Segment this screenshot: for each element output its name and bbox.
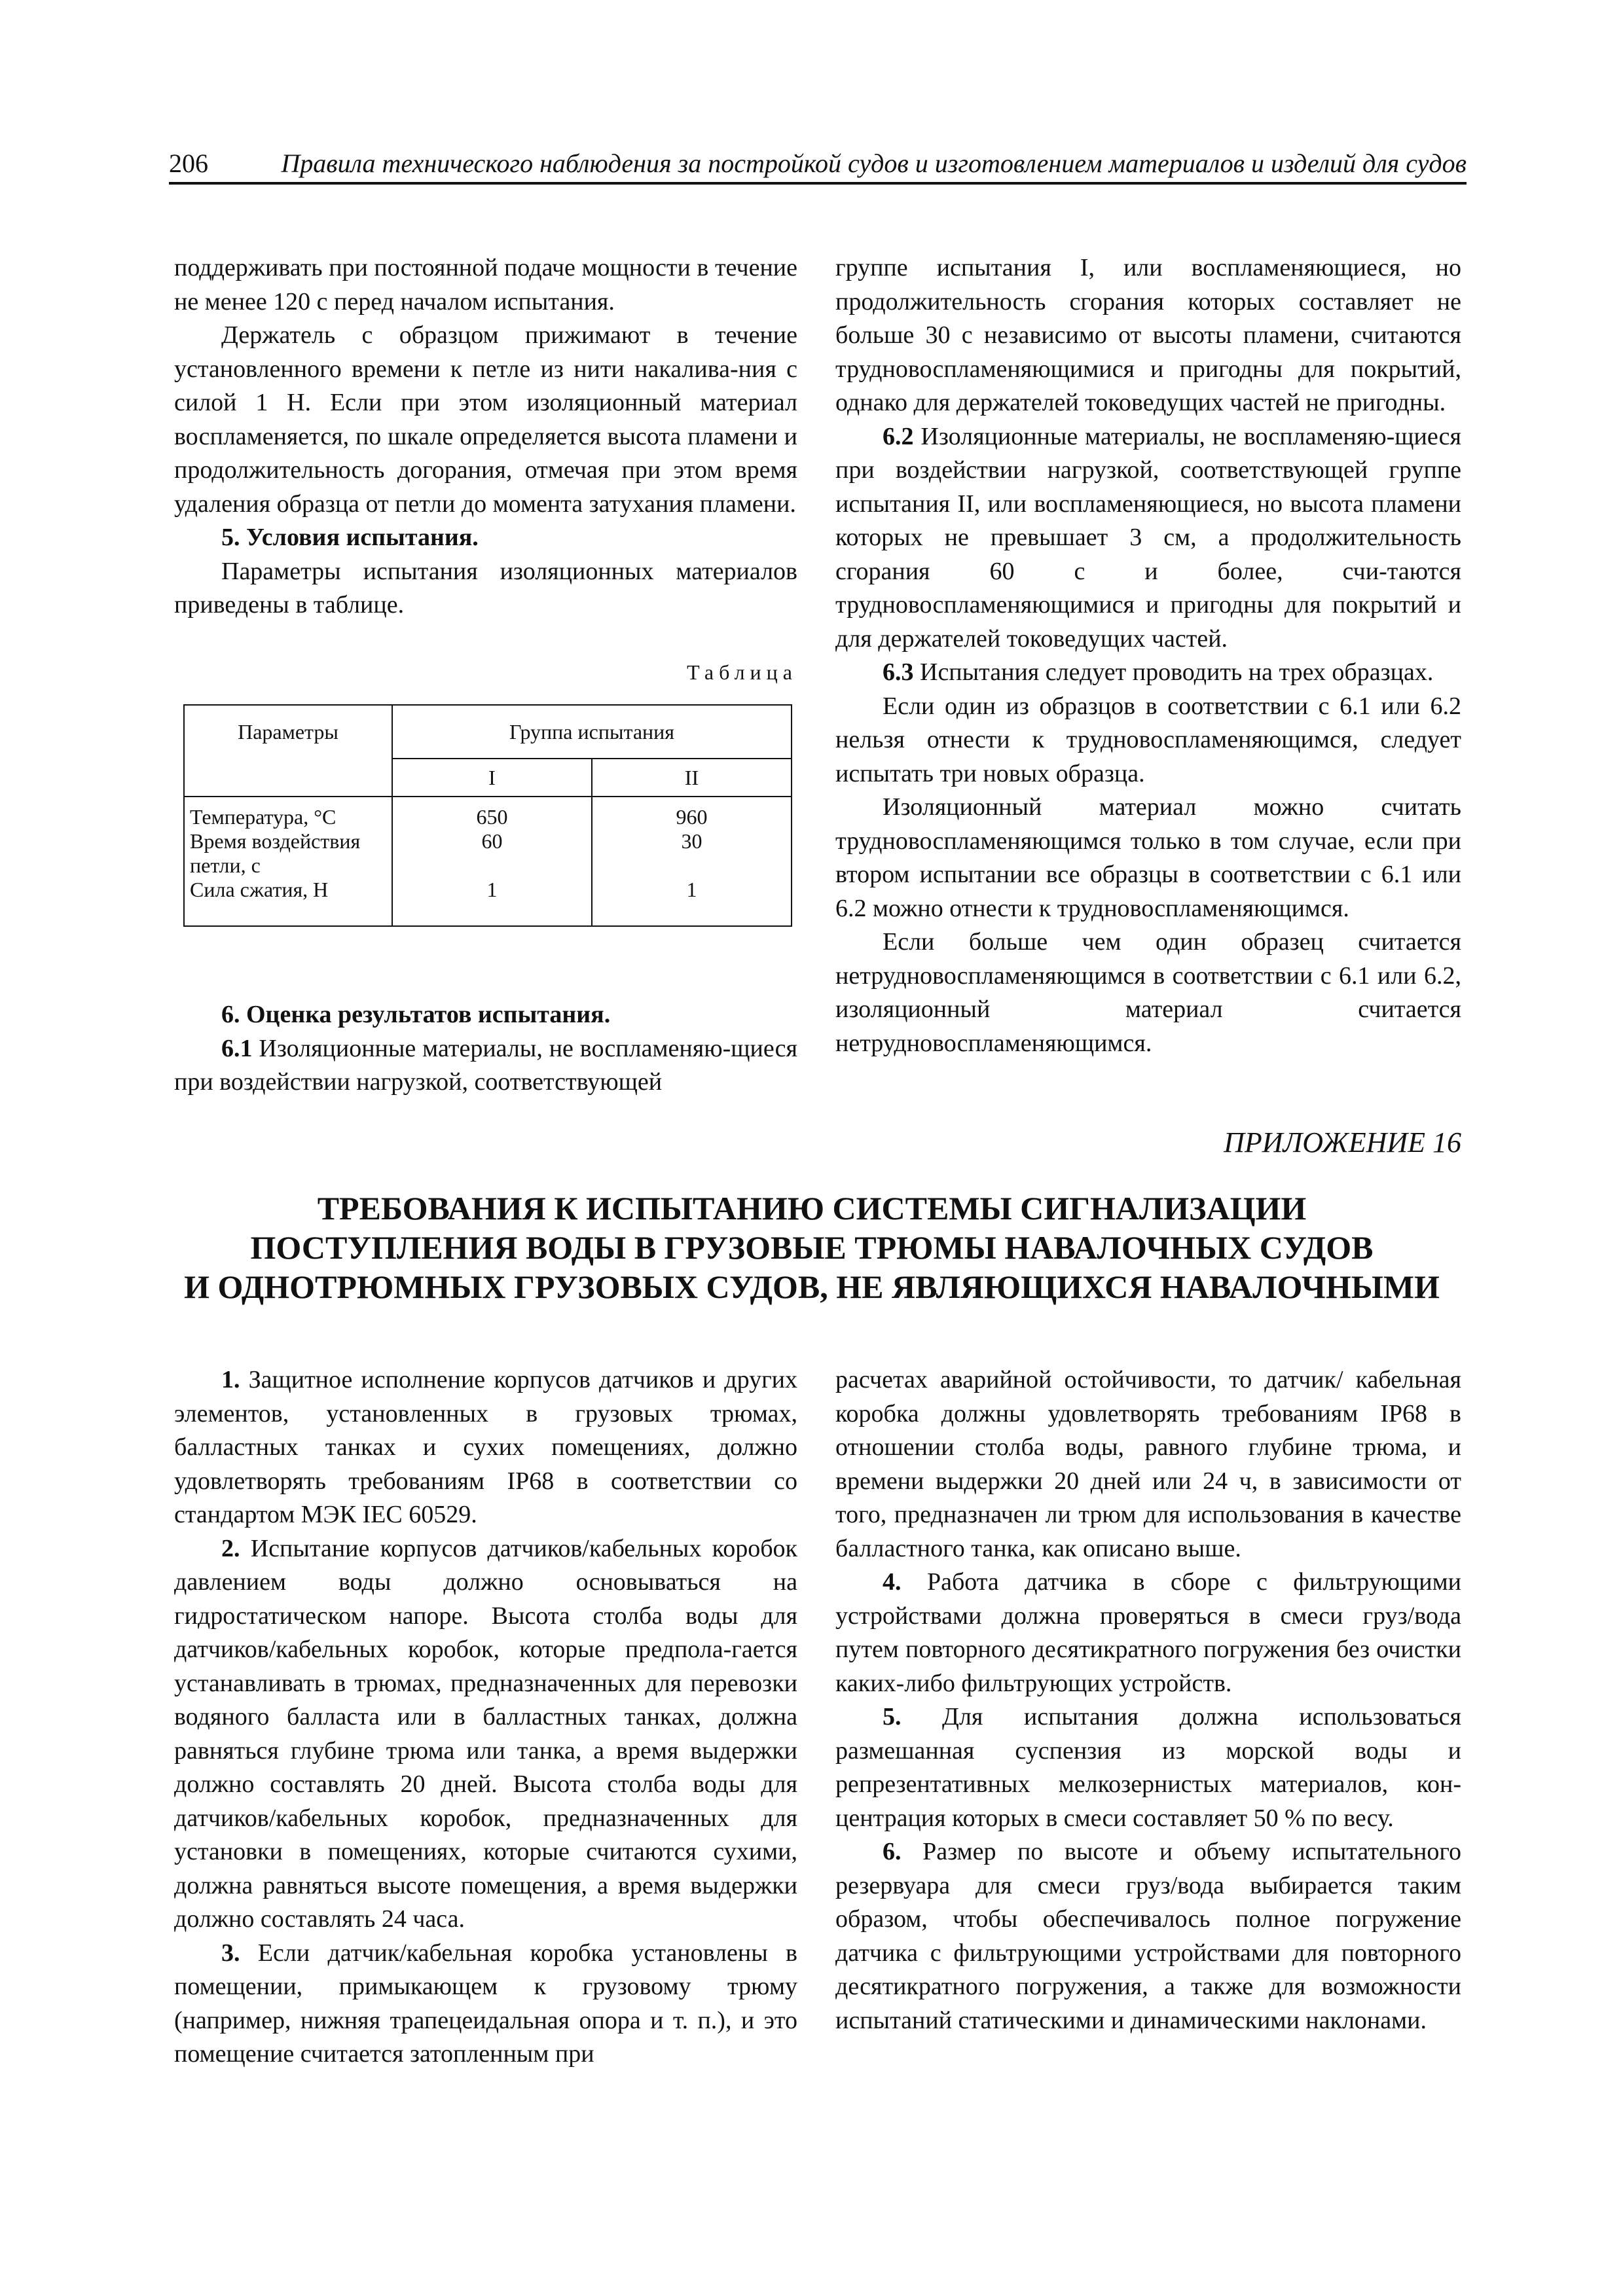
parameters-table xyxy=(183,704,792,927)
paragraph: 1. Защитное исполнение корпусов датчиков и других элементов, установленных в грузовых трюмах, балластных танках и сухих помещениях, должно удовлетворять требованиям IP68 в соответствии со стандартом МЭК IEC 60529. xyxy=(174,1366,797,1528)
paragraph: 5. Для испытания должна использоваться размешанная суспензия из морской воды и репрезентативных мелкозернистых материалов, кон-центрация которых в смеси составляет 50 % по весу. xyxy=(835,1703,1461,1832)
paragraph: Если больше чем один образец считается нетрудновоспламеняющимся в соответствии с 6.1 или 6.2, изоляционный материал считается нетрудновоспламеняющимся. xyxy=(835,928,1461,1057)
appendix-left-column xyxy=(174,1363,797,2072)
page-number: 206 xyxy=(169,149,208,178)
section-heading: 5. Условия испытания. xyxy=(221,524,479,551)
page-header xyxy=(169,145,1467,185)
paragraph: 6. Размер по высоте и объему испытательного резервуара для смеси груз/вода выбирается таким образом, чтобы обеспечивалось полное погружение датчика с фильтрующими устройствами для повторного десятикратного погружения, а также для возможности испытаний статическими и динамическими наклонами. xyxy=(835,1838,1461,2034)
appendix-right-column xyxy=(835,1363,1461,2037)
paragraph: 6.3 Испытания следует проводить на трех образцах. xyxy=(883,658,1434,686)
appendix-title-line: ТРЕБОВАНИЯ К ИСПЫТАНИЮ СИСТЕМЫ СИГНАЛИЗАЦИИ xyxy=(317,1190,1307,1227)
appendix-title-line: И ОДНОТРЮМНЫХ ГРУЗОВЫХ СУДОВ, НЕ ЯВЛЯЮЩИХСЯ НАВАЛОЧНЫМИ xyxy=(184,1268,1440,1305)
upper-left-column-after-table xyxy=(174,998,797,1100)
appendix-title-line: ПОСТУПЛЕНИЯ ВОДЫ В ГРУЗОВЫЕ ТРЮМЫ НАВАЛОЧНЫХ СУДОВ xyxy=(250,1229,1374,1266)
paragraph: 6.1 Изоляционные материалы, не воспламеняю-щиеся при воздействии нагрузкой, соответствующей xyxy=(174,1034,797,1096)
table-cell-group-1: 650 60 1 xyxy=(392,797,592,926)
paragraph: 2. Испытание корпусов датчиков/кабельных коробок давлением воды должно основываться на гидростатическом напоре. Высота столба воды для датчиков/кабельных коробок, которые предпола-гается устанавливать в трюмах, предназначенных для перевозки водяного балласта или в балластных танках, должна равняться глубине трюма или танка, а время выдержки должно составлять 20 дней. Высота столба воды для датчиков/кабельных коробок, предназначенных для установки в помещениях, которые считаются сухими, должна равняться высоте помещения, а время выдержки должно составлять 24 часа. xyxy=(174,1534,797,1933)
running-title: Правила технического наблюдения за постройкой судов и изготовлением материалов и изделий для судов xyxy=(281,149,1467,178)
column-header-group: Группа испытания xyxy=(392,705,792,759)
appendix-label: ПРИЛОЖЕНИЕ 16 xyxy=(1224,1126,1461,1158)
upper-left-column xyxy=(174,251,797,622)
column-header-group-1: I xyxy=(392,759,592,797)
appendix-title xyxy=(151,1189,1473,1306)
paragraph: группе испытания I, или воспламеняющиеся, но продолжительность сгорания которых составляет не больше 30 с независимо от высоты пламени, считаются трудновоспламеняющимися и пригодны для покрытий, однако для держателей токоведущих частей не пригодны. xyxy=(835,254,1461,416)
table-cell-params: Температура, °С Время воздействия петли, с Сила сжатия, Н xyxy=(184,797,392,926)
paragraph: Если один из образцов в соответствии с 6.1 или 6.2 нельзя отнести к трудновоспламеняющимся, следует испытать три новых образца. xyxy=(835,692,1461,787)
table-header-row xyxy=(184,705,792,759)
table-caption: Таблица xyxy=(687,660,797,684)
paragraph: 6.2 Изоляционные материалы, не воспламеняю-щиеся при воздействии нагрузкой, соответствующей группе испытания II, или воспламеняющиеся, но высота пламени которых не превышает 3 см, а продолжительность сгорания 60 с и более, счи-таются трудновоспламеняющимися и пригодны для покрытий и для держателей токоведущих частей. xyxy=(835,422,1461,653)
section-heading: 6. Оценка результатов испытания. xyxy=(221,1001,611,1028)
paragraph: 4. Работа датчика в сборе с фильтрующими устройствами должна проверяться в смеси груз/вода путем повторного десятикратного погружения без очистки каких-либо фильтрующих устройств. xyxy=(835,1568,1461,1697)
paragraph: поддерживать при постоянной подаче мощности в течение не менее 120 с перед началом испытания. xyxy=(174,254,797,315)
paragraph: Изоляционный материал можно считать трудновоспламеняющимся только в том случае, если при втором испытании все образцы в соответствии с 6.1 или 6.2 можно отнести к трудновоспламеняющимся. xyxy=(835,793,1461,922)
paragraph: 3. Если датчик/кабельная коробка установлены в помещении, примыкающем к грузовому трюму (например, нижняя трапецеидальная опора и т. п.), и это помещение считается затопленным при xyxy=(174,1939,797,2068)
column-header-group-2: II xyxy=(592,759,792,797)
upper-right-column xyxy=(835,251,1461,1060)
table-cell-group-2: 960 30 1 xyxy=(592,797,792,926)
column-header-params: Параметры xyxy=(184,705,392,797)
paragraph: расчетах аварийной остойчивости, то датчик/ кабельная коробка должны удовлетворять требованиям IP68 в отношении столба воды, равного глубине трюма, и времени выдержки 20 дней или 24 ч, в зависимости от того, предназначен ли трюм для использования в качестве балластного танка, как описано выше. xyxy=(835,1366,1461,1562)
paragraph: Параметры испытания изоляционных материалов приведены в таблице. xyxy=(174,557,797,619)
table-row xyxy=(184,797,792,926)
paragraph: Держатель с образцом прижимают в течение установленного времени к петле из нити накалива-ния с силой 1 Н. Если при этом изоляционный материал воспламеняется, по шкале определяется высота пламени и продолжительность догорания, отмечая при этом время удаления образца от петли до момента затухания пламени. xyxy=(174,321,797,518)
